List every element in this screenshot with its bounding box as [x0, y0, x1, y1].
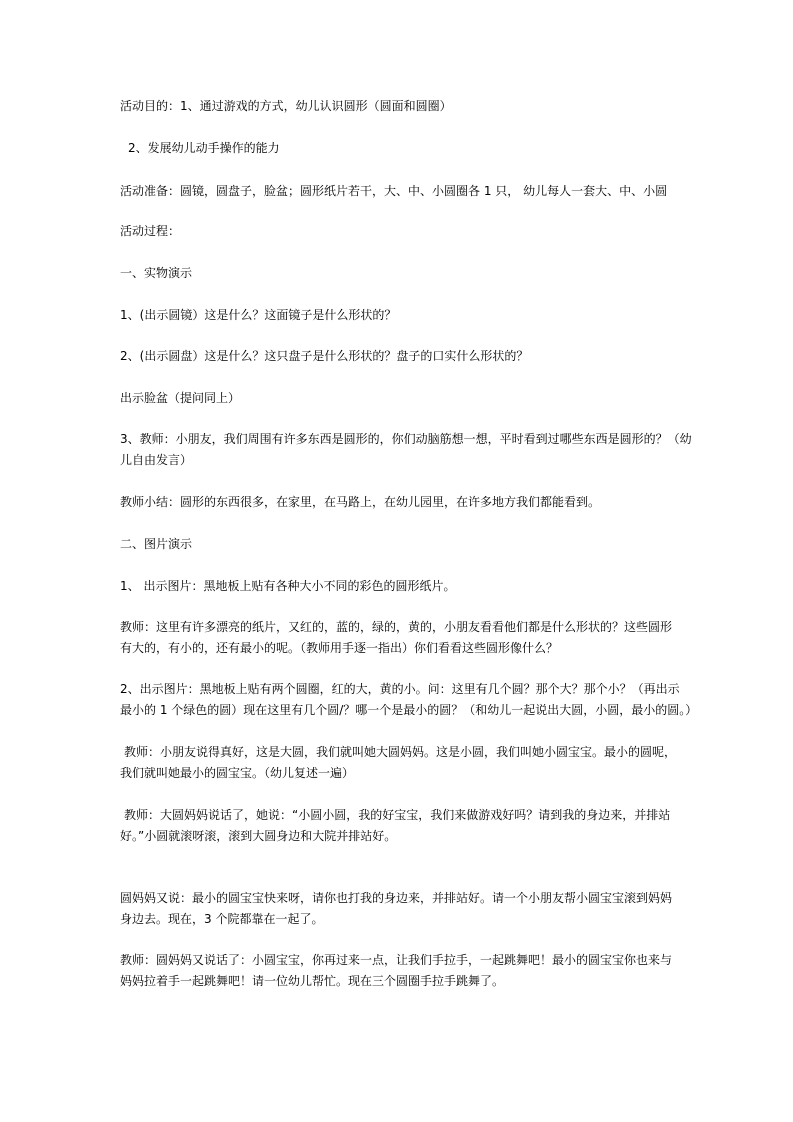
paragraph-picture-2-line-1: 2、出示图片：黑地板上贴有两个圆圈，红的大，黄的小。问：这里有几个圆？那个大？那个小？（再出示: [120, 682, 680, 696]
paragraph-activity-goal-1: 活动目的：1、通过游戏的方式，幼儿认识圆形（圆面和圆圈）: [120, 99, 452, 113]
paragraph-item-3-line-1: 3、教师：小朋友，我们周围有许多东西是圆形的，你们动脑筋想一想，平时看到过哪些东西是圆形的？（幼: [120, 432, 692, 446]
paragraph-picture-2-line-2: 最小的 1 个绿色的圆）现在这里有几个圆/？哪一个是最小的圆？（和幼儿一起说出大圆，小圆，最小的圆。）: [120, 703, 698, 717]
section-heading-objects: 一、实物演示: [120, 266, 193, 280]
paragraph-teacher-3-line-2: 好。”小圆就滚呀滚，滚到大圆身边和大院并排站好。: [120, 829, 397, 843]
paragraph-item-2: 2、(出示圆盘）这是什么？这只盘子是什么形状的？盘子的口实什么形状的？: [120, 349, 529, 363]
paragraph-picture-1: 1、 出示图片：黑地板上贴有各种大小不同的彩色的圆形纸片。: [120, 579, 456, 593]
paragraph-activity-preparation: 活动准备：圆镜，圆盘子，脸盆；圆形纸片若干，大、中、小圆圈各 1 只， 幼儿每人一套大、中、小圆: [120, 184, 668, 198]
paragraph-teacher-1-line-2: 有大的，有小的，还有最小的呢。（教师用手逐一指出）你们看看这些圆形像什么？: [120, 641, 559, 655]
paragraph-activity-process-heading: 活动过程：: [120, 224, 181, 238]
paragraph-teacher-1-line-1: 教师：这里有许多漂亮的纸片，又红的，蓝的，绿的，黄的，小朋友看看他们都是什么形状的？这些圆形: [120, 620, 673, 634]
paragraph-mother-circle-line-1: 圆妈妈又说：最小的圆宝宝快来呀，请你也打我的身边来，并排站好。请一个小朋友帮小圆宝宝滚到妈妈: [120, 891, 673, 905]
paragraph-teacher-3-line-1: 教师：大圆妈妈说话了，她说：“小圆小圆，我的好宝宝，我们来做游戏好吗？请到我的身边来，并排站: [124, 808, 671, 822]
section-heading-pictures: 二、图片演示: [120, 537, 193, 551]
paragraph-teacher-4-line-2: 妈妈拉着手一起跳舞吧！请一位幼儿帮忙。现在三个圆圈手拉手跳舞了。: [120, 974, 505, 988]
paragraph-teacher-2-line-1: 教师：小朋友说得真好，这是大圆，我们就叫她大圆妈妈。这是小圆，我们叫她小圆宝宝。最小的圆呢，: [124, 745, 677, 759]
paragraph-teacher-4-line-1: 教师：圆妈妈又说话了：小圆宝宝，你再过来一点，让我们手拉手，一起跳舞吧！最小的圆宝宝你也来与: [120, 953, 673, 967]
paragraph-washbasin: 出示脸盆（提问同上）: [120, 391, 241, 405]
paragraph-activity-goal-2: 2、发展幼儿动手操作的能力: [128, 141, 280, 155]
paragraph-teacher-2-line-2: 我们就叫她最小的圆宝宝。（幼儿复述一遍）: [120, 766, 355, 780]
paragraph-mother-circle-line-2: 身边去。现在，3 个院都靠在一起了。: [120, 912, 324, 926]
paragraph-item-1: 1、(出示圆镜）这是什么？这面镜子是什么形状的？: [120, 308, 397, 322]
paragraph-teacher-summary: 教师小结：圆形的东西很多，在家里，在马路上，在幼儿园里，在许多地方我们都能看到。: [120, 495, 601, 509]
paragraph-item-3-line-2: 儿自由发言）: [120, 453, 193, 467]
